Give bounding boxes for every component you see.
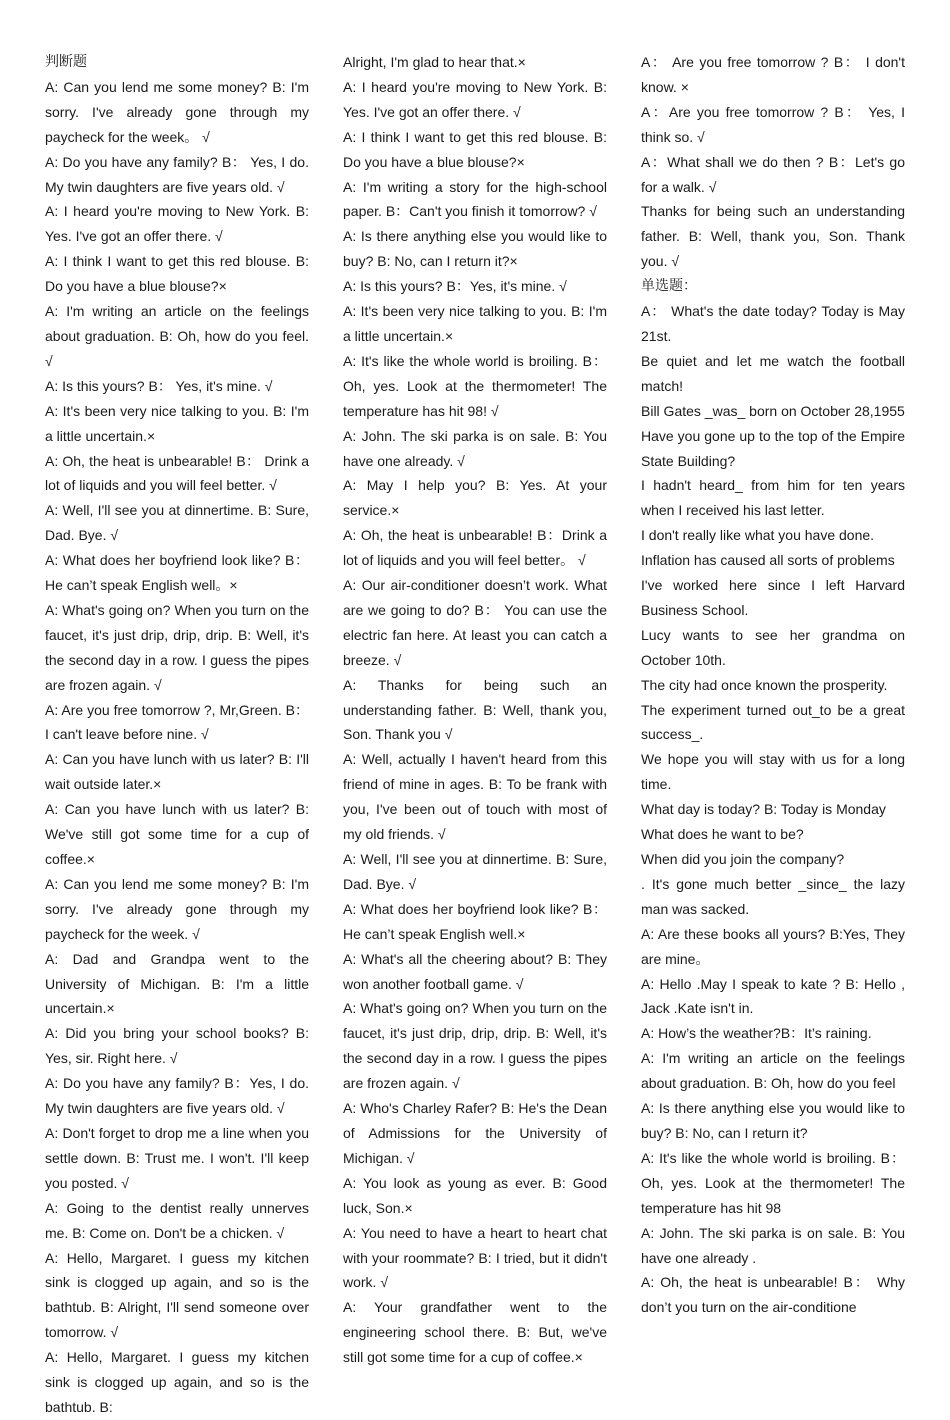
question-item: The experiment turned out_to be a great success_. xyxy=(641,701,905,743)
column-2 xyxy=(343,50,607,1370)
question-item: Thanks for being such an understanding father. B: Well, thank you, Son. Thank you. √ xyxy=(641,203,905,270)
question-item: A: Can you lend me some money? B: I'm sorry. I've already gone through my paycheck for the week。 √ xyxy=(45,78,309,145)
question-item: A: Can you lend me some money? B: I'm sorry. I've already gone through my paycheck for the week. √ xyxy=(45,875,309,942)
question-item: A: Is there anything else you would like to buy? B: No, can I return it?× xyxy=(343,228,607,270)
question-item: A: Can you have lunch with us later? B: We've still got some time for a cup of coffee.× xyxy=(45,801,309,867)
question-item: A: I think I want to get this red blouse. B: Do you have a blue blouse?× xyxy=(45,253,309,295)
question-item: A: It's like the whole world is broiling. B：Oh, yes. Look at the thermometer! The temperature has hit 98 xyxy=(641,1149,905,1216)
question-item: What day is today? B: Today is Monday xyxy=(641,801,886,818)
question-item: Be quiet and let me watch the football match! xyxy=(641,352,905,394)
question-item: A: Your grandfather went to the engineering school there. B: But, we've still got some time for a cup of coffee.× xyxy=(343,1299,607,1366)
question-item: A: Can you have lunch with us later? B: I'll wait outside later.× xyxy=(45,751,309,793)
question-item: A: It's like the whole world is broiling. B：Oh, yes. Look at the thermometer! The temperature has hit 98! √ xyxy=(343,352,607,419)
question-item: A: Oh, the heat is unbearable! B： Drink a lot of liquids and you will feel better. √ xyxy=(45,452,309,494)
question-item: A: Don't forget to drop me a line when you settle down. B: Trust me. I won't. I'll keep you posted. √ xyxy=(45,1124,309,1191)
section-heading-true-false: 判断题 xyxy=(45,54,87,70)
column-3 xyxy=(641,50,905,1320)
question-item: A: I heard you're moving to New York. B: Yes. I've got an offer there. √ xyxy=(45,203,309,245)
question-item: A: I'm writing an article on the feelings about graduation. B: Oh, how do you feel. √ xyxy=(45,303,309,369)
question-item: A: Well, I'll see you at dinnertime. B: Sure, Dad. Bye. √ xyxy=(45,502,309,544)
question-item: A：What shall we do then ? B：Let's go for a walk. √ xyxy=(641,153,905,195)
question-item: A: Are these books all yours? B:Yes, They are mine。 xyxy=(641,925,905,967)
question-item: A: Oh, the heat is unbearable! B：Drink a lot of liquids and you will feel better。 √ xyxy=(343,527,607,569)
question-item: When did you join the company? xyxy=(641,851,845,867)
question-item: A: What does her boyfriend look like? B：He can’t speak English well.× xyxy=(343,900,607,942)
question-item: I've worked here since I left Harvard Business School. xyxy=(641,577,905,618)
question-item: Inflation has caused all sorts of problems xyxy=(641,552,895,569)
question-item: A: Did you bring your school books? B: Yes, sir. Right here. √ xyxy=(45,1025,309,1067)
question-item: A: Thanks for being such an understanding father. B: Well, thank you, Son. Thank you √ xyxy=(343,676,607,743)
question-item: A: Do you have any family? B： Yes, I do. My twin daughters are five years old. √ xyxy=(45,153,309,195)
question-item: A: Hello, Margaret. I guess my kitchen sink is clogged up again, and so is the bathtub. B: xyxy=(45,1349,309,1415)
question-item: A: Oh, the heat is unbearable! B： Why don’t you turn on the air-conditione xyxy=(641,1274,905,1316)
question-item: A: Who's Charley Rafer? B: He's the Dean of Admissions for the University of Michigan. √ xyxy=(343,1100,607,1166)
question-item: A: How’s the weather?B：It’s raining. xyxy=(641,1025,872,1042)
question-item: A: Our air-conditioner doesn’t work. What are we going to do? B： You can use the electric fan here. At least you can catch a breeze. √ xyxy=(343,577,607,668)
question-item: A: Is there anything else you would like to buy? B: No, can I return it? xyxy=(641,1100,905,1141)
question-item: A: May I help you? B: Yes. At your service.× xyxy=(343,477,607,519)
question-item: A: Is this yours? B： Yes, it's mine. √ xyxy=(45,377,273,394)
question-item: A: Hello .May I speak to kate ? B: Hello , Jack .Kate isn't in. xyxy=(641,975,905,1017)
question-item: We hope you will stay with us for a long time. xyxy=(641,751,905,793)
question-item: Bill Gates _was_ born on October 28,1955 xyxy=(641,402,905,419)
question-item: A: Dad and Grandpa went to the University of Michigan. B: I'm a little uncertain.× xyxy=(45,950,309,1017)
question-item: I hadn't heard_ from him for ten years when I received his last letter. xyxy=(641,477,905,519)
question-item: A: Going to the dentist really unnerves me. B: Come on. Don't be a chicken. √ xyxy=(45,1199,309,1241)
question-item: Have you gone up to the top of the Empire State Building? xyxy=(641,427,905,469)
question-item: A: You need to have a heart to heart chat with your roommate? B: I tried, but it didn't work. √ xyxy=(343,1224,607,1291)
question-item: A: I heard you're moving to New York. B: Yes. I've got an offer there. √ xyxy=(343,78,607,120)
question-item: A: I'm writing an article on the feelings about graduation. B: Oh, how do you feel xyxy=(641,1050,905,1092)
question-item: A: Well, actually I haven't heard from this friend of mine in ages. B: To be frank with you, I've been out of touch with most of my old friends. √ xyxy=(343,751,607,843)
question-item: What does he want to be? xyxy=(641,826,804,843)
question-item: A: Hello, Margaret. I guess my kitchen sink is clogged up again, and so is the bathtub. B: Alright, I'll send someone over tomorrow. √ xyxy=(45,1249,309,1341)
question-item: The city had once known the prosperity. xyxy=(641,676,888,693)
col1-items xyxy=(45,75,309,1420)
question-item: A： Are you free tomorrow ? B： I don't know. × xyxy=(641,54,905,95)
question-item: A: John. The ski parka is on sale. B: You have one already . xyxy=(641,1224,905,1266)
section-heading-multiple-choice: 单选题： xyxy=(641,278,697,295)
question-item: A: Is this yours? B：Yes, it's mine. √ xyxy=(343,278,567,295)
col3-items-a xyxy=(641,50,905,274)
question-item: A: What does her boyfriend look like? B：He can’t speak English well。× xyxy=(45,552,309,594)
col3-items-b xyxy=(641,299,905,1320)
question-item: A: I think I want to get this red blouse. B: Do you have a blue blouse?× xyxy=(343,128,607,170)
question-item: I don't really like what you have done. xyxy=(641,527,875,544)
question-item: Alright, I'm glad to hear that.× xyxy=(343,54,526,70)
question-item: . It's gone much better _since_ the lazy man was sacked. xyxy=(641,875,905,917)
question-item: A: What's going on? When you turn on the faucet, it's just drip, drip, drip. B: Well, it's the second day in a row. I guess the pipes are frozen again. √ xyxy=(343,1000,607,1092)
question-item: A: It's been very nice talking to you. B: I'm a little uncertain.× xyxy=(45,402,309,444)
question-item: A: You look as young as ever. B: Good luck, Son.× xyxy=(343,1174,607,1216)
question-item: A: It's been very nice talking to you. B: I'm a little uncertain.× xyxy=(343,303,607,344)
col2-items xyxy=(343,50,607,1370)
question-item: Lucy wants to see her grandma on October 10th. xyxy=(641,626,905,668)
question-item: A：Are you free tomorrow ? B： Yes, I think so. √ xyxy=(641,103,905,145)
question-item: A: John. The ski parka is on sale. B: You have one already. √ xyxy=(343,427,607,469)
question-item: A: What's going on? When you turn on the faucet, it's just drip, drip, drip. B: Well, it's the second day in a row. I guess the pipes are frozen again. √ xyxy=(45,601,309,693)
question-item: A: I'm writing a story for the high-school paper. B：Can't you finish it tomorrow? √ xyxy=(343,178,607,220)
column-1 xyxy=(45,50,309,1420)
question-item: A: Are you free tomorrow ?, Mr,Green. B： I can't leave before nine. √ xyxy=(45,701,309,743)
question-item: A： What's the date today? Today is May 21st. xyxy=(641,303,905,344)
question-item: A: Well, I'll see you at dinnertime. B: Sure, Dad. Bye. √ xyxy=(343,851,607,892)
question-item: A: Do you have any family? B：Yes, I do. My twin daughters are five years old. √ xyxy=(45,1075,309,1117)
question-item: A: What's all the cheering about? B: They won another football game. √ xyxy=(343,950,607,992)
